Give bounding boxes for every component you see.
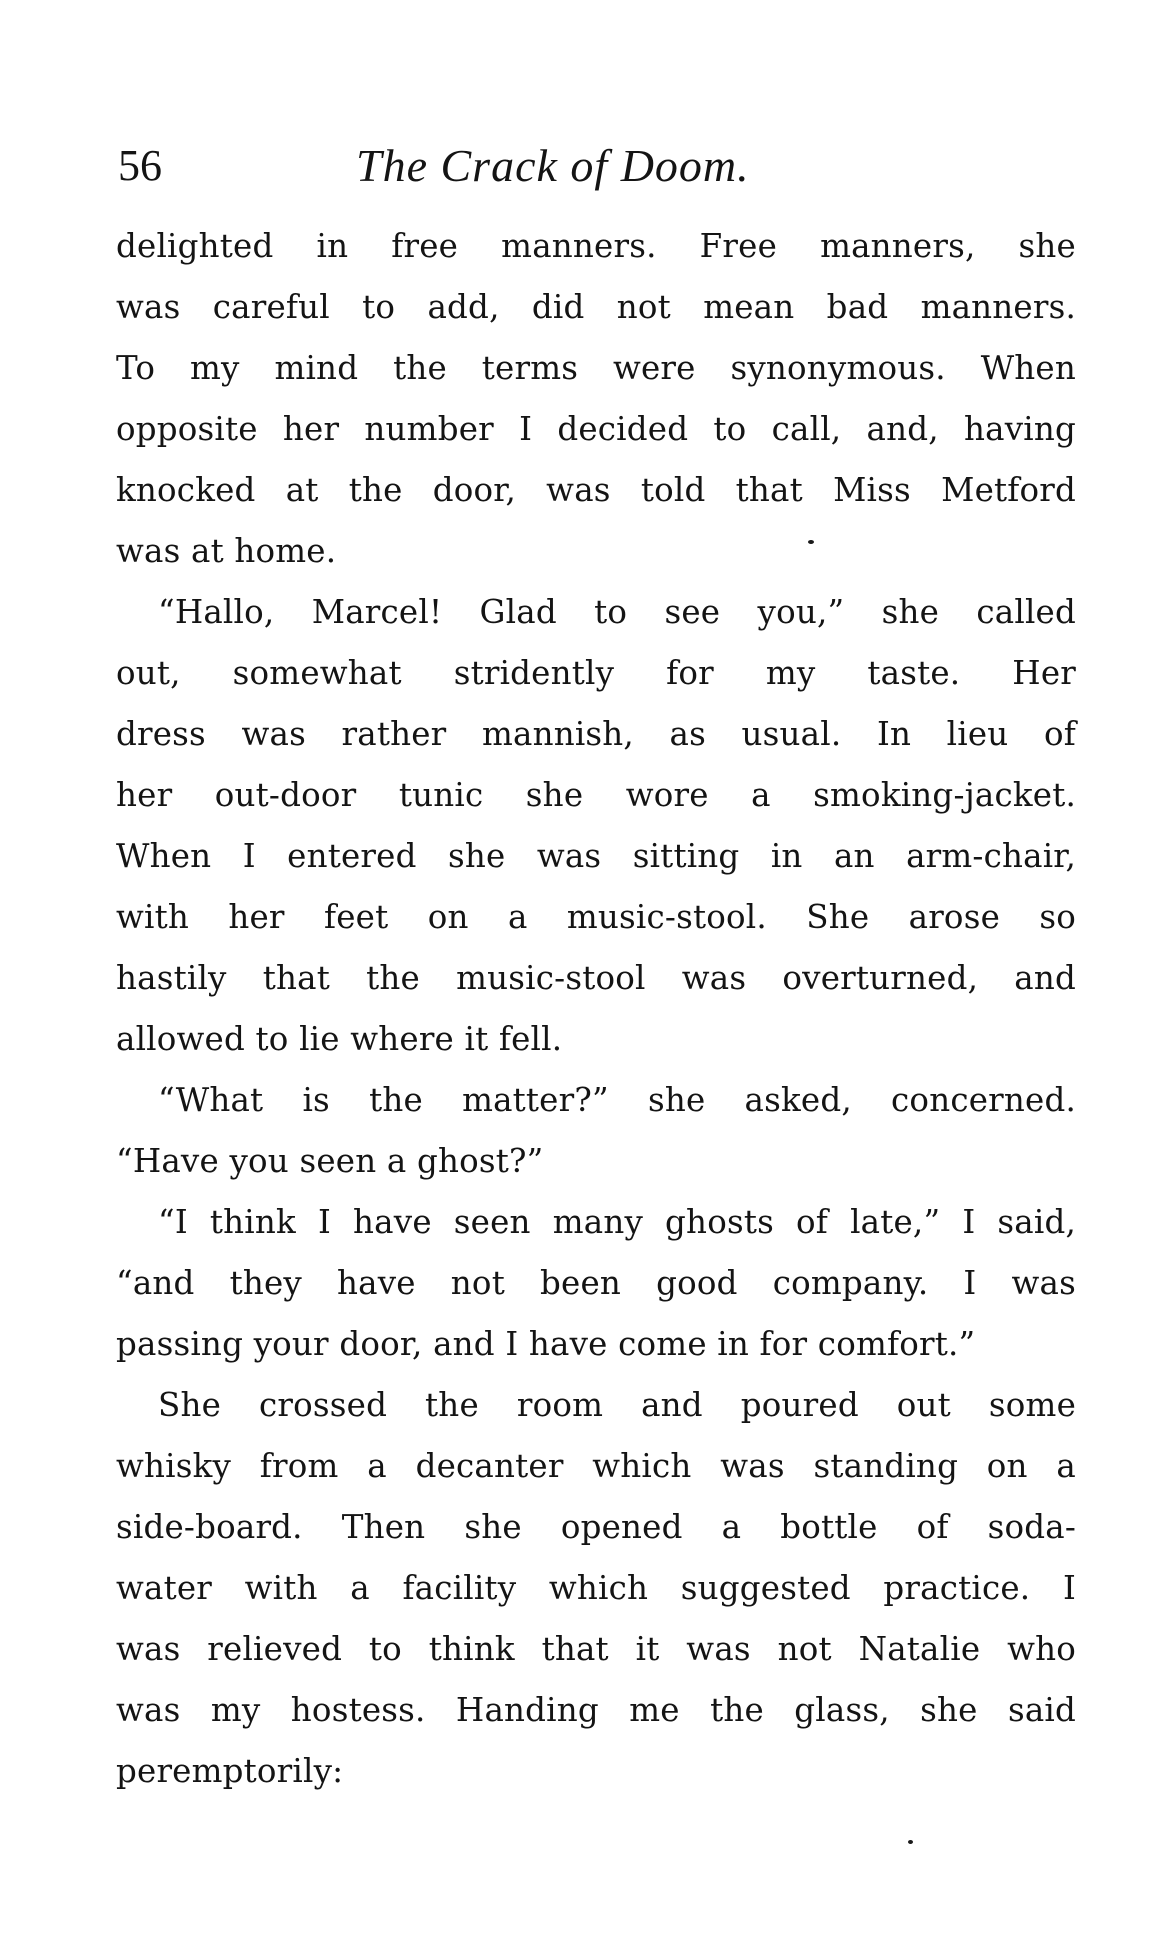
print-speck bbox=[908, 1840, 913, 1844]
text-line: hastily that the music-stool was overturned, and bbox=[116, 959, 1076, 997]
text-line: was at home. bbox=[116, 532, 337, 570]
text-line: was careful to add, did not mean bad manners. bbox=[116, 288, 1076, 326]
text-line: passing your door, and I have come in for comfort.” bbox=[116, 1325, 976, 1363]
running-title: The Crack of Doom. bbox=[356, 140, 750, 191]
text-line: “I think I have seen many ghosts of late,” I said, bbox=[158, 1203, 1076, 1241]
text-line: She crossed the room and poured out some bbox=[158, 1386, 1076, 1424]
page-number: 56 bbox=[118, 141, 162, 190]
text-line: knocked at the door, was told that Miss Metford bbox=[116, 471, 1076, 509]
text-line: with her feet on a music-stool. She arose so bbox=[116, 898, 1076, 936]
page-header bbox=[118, 138, 1078, 198]
text-line: “and they have not been good company. I was bbox=[116, 1264, 1076, 1302]
text-line: When I entered she was sitting in an arm-chair, bbox=[116, 837, 1076, 875]
text-line: was my hostess. Handing me the glass, she said bbox=[116, 1691, 1076, 1729]
body-text bbox=[116, 216, 1076, 1802]
print-speck bbox=[808, 540, 814, 544]
text-line: opposite her number I decided to call, and, having bbox=[116, 410, 1076, 448]
text-line: side-board. Then she opened a bottle of soda- bbox=[116, 1508, 1076, 1546]
text-line: “Hallo, Marcel! Glad to see you,” she called bbox=[158, 593, 1076, 631]
text-line: peremptorily: bbox=[116, 1752, 344, 1790]
text-line: To my mind the terms were synonymous. When bbox=[116, 349, 1076, 387]
text-line: whisky from a decanter which was standing on a bbox=[116, 1447, 1076, 1485]
text-line: “What is the matter?” she asked, concerned. bbox=[158, 1081, 1076, 1119]
text-line: water with a facility which suggested practice. I bbox=[116, 1569, 1076, 1607]
text-line: out, somewhat stridently for my taste. Her bbox=[116, 654, 1076, 692]
text-line: dress was rather mannish, as usual. In lieu of bbox=[116, 715, 1076, 753]
text-line: “Have you seen a ghost?” bbox=[116, 1142, 544, 1180]
text-line: allowed to lie where it fell. bbox=[116, 1020, 563, 1058]
text-line: her out-door tunic she wore a smoking-jacket. bbox=[116, 776, 1076, 814]
text-line: was relieved to think that it was not Natalie who bbox=[116, 1630, 1076, 1668]
text-line: delighted in free manners. Free manners, she bbox=[116, 227, 1076, 265]
